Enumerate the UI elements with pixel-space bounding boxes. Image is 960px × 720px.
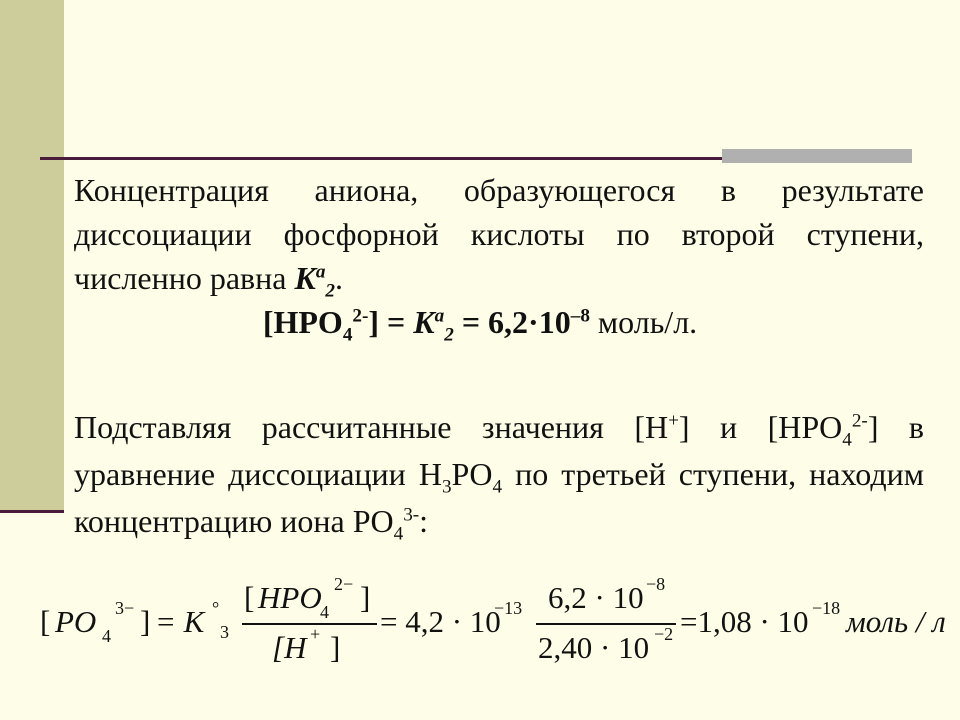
paragraph-substitution: Подставляя рассчитанные значения [H+] и $[HPO_4^{2-}]$ в уравнение диссоциации $H_3PO_4$ по третьей ступени, находим концентрацию иона $PO_4^{3-}$: [74,409,925,545]
den1-close: ] [330,630,341,665]
num1-close: ] [360,580,371,615]
result-value: =1,08 · 10 [680,604,809,639]
num1-sup: 2− [334,574,354,594]
den2-exp: −2 [654,624,674,644]
lhs-open-bracket: [ [40,604,51,639]
num1-hpo: HPO [258,580,322,615]
num1-open: [ [244,580,255,615]
den1-h: [H [272,630,307,665]
lhs-sup: 3− [115,598,135,618]
result-exp: −18 [812,598,841,618]
equation-hpo4: $[HPO_4^{2-}] = K^a_2 = 6,2\cdot 10^{-8}$ моль/л. [262,304,698,346]
num2-exp: −8 [646,574,666,594]
lhs-close-bracket: ] [140,604,151,639]
den2-value: 2,40 · 10 [538,630,650,665]
lhs-po: PO [55,604,97,639]
mid-value: = 4,2 · 10 [380,604,501,639]
lhs-sub: 4 [102,626,111,646]
num1-sub: 4 [320,602,329,622]
result-unit: моль / л [846,604,946,639]
k-sup: ° [212,598,220,618]
num2-value: 6,2 · 10 [548,580,644,615]
k-sub: 3 [220,622,229,642]
den1-sup: + [310,624,321,644]
paragraph-anion-concentration: Концентрация аниона, образующегося в результате диссоциации фосфорной кислоты по второй ступени, численно равна $K^a_2$. [74,172,924,302]
eq-k: = K [155,604,205,639]
mid-exp: −13 [494,598,523,618]
